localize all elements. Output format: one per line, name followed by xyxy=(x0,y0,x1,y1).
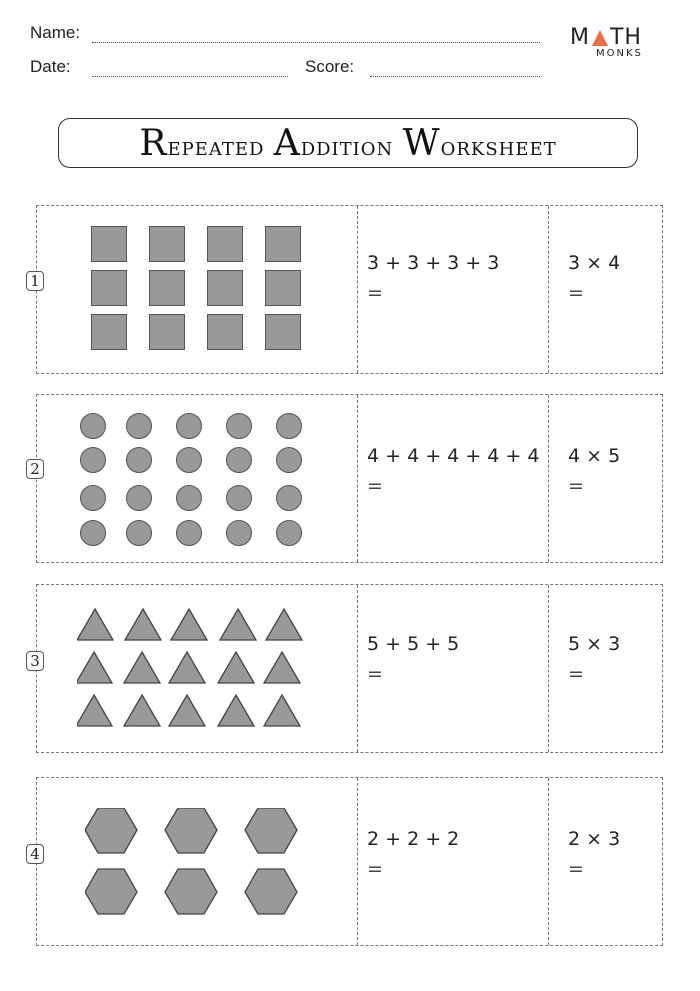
hexagon-shape xyxy=(165,808,217,853)
addition-equals: = xyxy=(367,858,383,880)
addition-expression: 5 + 5 + 5 xyxy=(367,633,460,655)
column-divider xyxy=(548,395,549,562)
square-shape xyxy=(149,270,185,306)
multiplication-equals: = xyxy=(568,282,584,304)
square-shape xyxy=(149,226,185,262)
multiplication-equals: = xyxy=(568,858,584,880)
triangle-shape xyxy=(77,652,112,683)
column-divider xyxy=(357,395,358,562)
triangle-shape xyxy=(77,695,112,726)
triangles-group xyxy=(77,607,317,737)
triangle-shape xyxy=(266,609,302,640)
circle-shape xyxy=(226,413,252,439)
date-label: Date: xyxy=(30,57,71,76)
squares-group xyxy=(91,226,306,356)
addition-expression: 3 + 3 + 3 + 3 xyxy=(367,252,500,274)
circle-shape xyxy=(80,485,106,511)
multiplication-equals: = xyxy=(568,475,584,497)
name-field[interactable] xyxy=(92,42,540,43)
circle-shape xyxy=(276,485,302,511)
page-title xyxy=(139,123,556,164)
triangle-shape xyxy=(124,652,160,683)
circle-shape xyxy=(176,485,202,511)
square-shape xyxy=(91,270,127,306)
circle-shape xyxy=(276,413,302,439)
logo-math-text xyxy=(570,25,675,50)
triangle-shape xyxy=(124,695,160,726)
score-label: Score: xyxy=(305,57,355,76)
multiplication-expression: 2 × 3 xyxy=(568,828,621,850)
title-cap-r: R xyxy=(139,122,168,164)
circle-shape xyxy=(226,520,252,546)
hexagon-shape xyxy=(85,808,137,853)
triangle-shape xyxy=(169,695,205,726)
math-monks-logo xyxy=(570,25,675,59)
square-shape xyxy=(265,226,301,262)
score-field[interactable] xyxy=(370,76,540,77)
triangle-logo-icon xyxy=(591,29,609,47)
problem-number-badge: 3 xyxy=(26,651,44,671)
circles-group xyxy=(80,413,310,553)
title-word-worksheet: orksheet xyxy=(440,131,557,162)
triangle-shape xyxy=(125,609,161,640)
title-cap-w: W xyxy=(402,122,441,164)
circle-shape xyxy=(226,485,252,511)
column-divider xyxy=(548,585,549,752)
circle-shape xyxy=(176,447,202,473)
square-shape xyxy=(265,314,301,350)
triangle-shape xyxy=(218,695,254,726)
hexagons-group xyxy=(85,808,305,923)
square-shape xyxy=(207,270,243,306)
square-shape xyxy=(265,270,301,306)
circle-shape xyxy=(276,447,302,473)
addition-equals: = xyxy=(367,475,383,497)
multiplication-expression: 3 × 4 xyxy=(568,252,621,274)
logo-m: M xyxy=(570,25,590,50)
logo-monks-text: MONKS xyxy=(596,48,643,59)
multiplication-expression: 4 × 5 xyxy=(568,445,621,467)
circle-shape xyxy=(126,413,152,439)
hexagon-shape xyxy=(245,808,297,853)
hexagon-shape xyxy=(245,869,297,914)
triangle-shape xyxy=(264,695,300,726)
date-field[interactable] xyxy=(92,76,288,77)
triangle-shape xyxy=(220,609,256,640)
title-word-addition: ddition xyxy=(300,131,394,162)
name-label: Name: xyxy=(30,23,81,42)
circle-shape xyxy=(176,413,202,439)
title-box xyxy=(58,118,638,168)
circle-shape xyxy=(176,520,202,546)
column-divider xyxy=(548,206,549,373)
column-divider xyxy=(357,206,358,373)
square-shape xyxy=(91,314,127,350)
square-shape xyxy=(91,226,127,262)
circle-shape xyxy=(226,447,252,473)
title-cap-a: A xyxy=(273,122,301,164)
multiplication-equals: = xyxy=(568,663,584,685)
square-shape xyxy=(207,314,243,350)
problem-number-badge: 2 xyxy=(26,459,44,479)
triangle-shape xyxy=(218,652,254,683)
addition-equals: = xyxy=(367,282,383,304)
circle-shape xyxy=(126,485,152,511)
triangle-shape xyxy=(169,652,205,683)
problem-row-3 xyxy=(30,584,663,753)
hexagon-shape xyxy=(85,869,137,914)
problem-number-badge: 4 xyxy=(26,844,44,864)
multiplication-expression: 5 × 3 xyxy=(568,633,621,655)
logo-th: TH xyxy=(609,25,642,50)
circle-shape xyxy=(80,447,106,473)
triangle-shape xyxy=(77,609,113,640)
square-shape xyxy=(149,314,185,350)
triangle-shape xyxy=(171,609,207,640)
circle-shape xyxy=(80,413,106,439)
square-shape xyxy=(207,226,243,262)
circle-shape xyxy=(276,520,302,546)
addition-equals: = xyxy=(367,663,383,685)
addition-expression: 4 + 4 + 4 + 4 + 4 xyxy=(367,445,540,467)
column-divider xyxy=(357,585,358,752)
problem-row-2 xyxy=(30,394,663,563)
circle-shape xyxy=(126,447,152,473)
circle-shape xyxy=(126,520,152,546)
triangle-shape xyxy=(264,652,300,683)
problem-row-1 xyxy=(30,205,663,374)
circle-shape xyxy=(80,520,106,546)
title-word-repeated: epeated xyxy=(167,131,265,162)
column-divider xyxy=(548,778,549,945)
problem-number-badge: 1 xyxy=(26,271,44,291)
problem-row-4 xyxy=(30,777,663,946)
addition-expression: 2 + 2 + 2 xyxy=(367,828,460,850)
column-divider xyxy=(357,778,358,945)
hexagon-shape xyxy=(165,869,217,914)
